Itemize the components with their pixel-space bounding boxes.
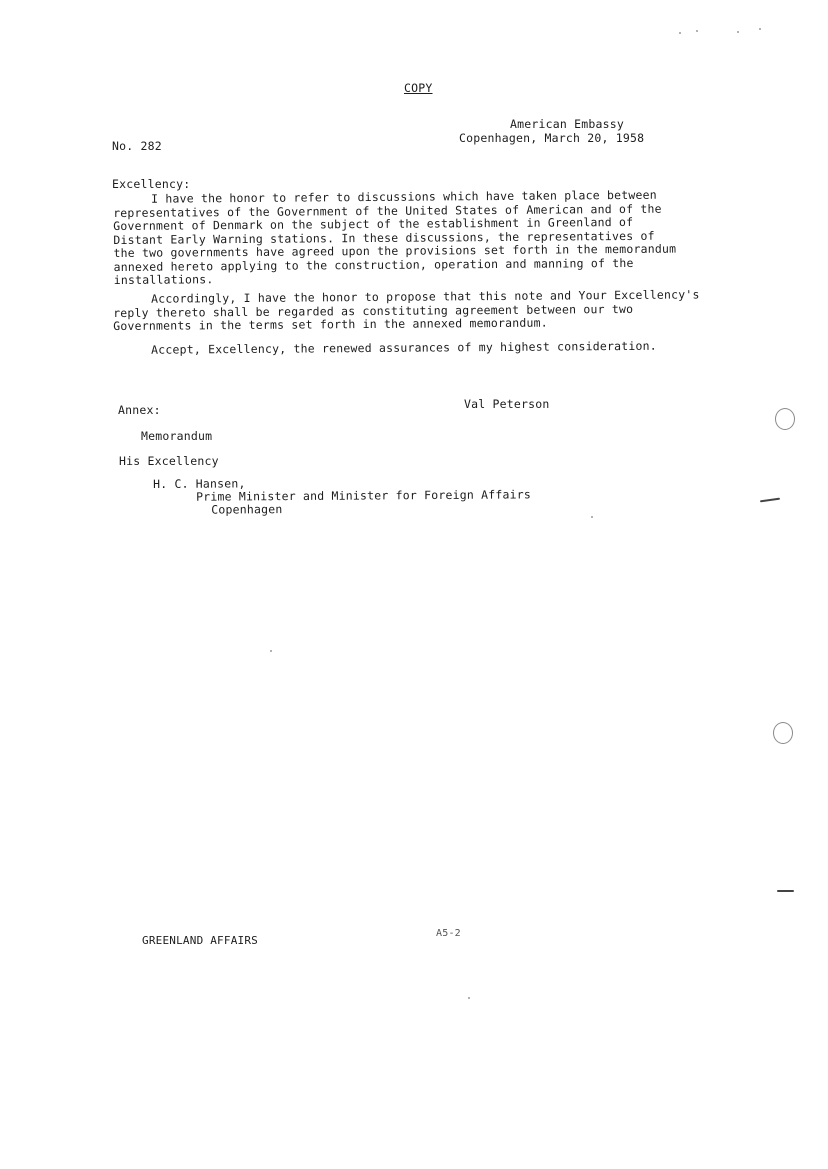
embassy-name: American Embassy xyxy=(510,117,624,131)
annex-label: Annex: xyxy=(118,403,161,417)
paragraph-3 xyxy=(113,339,723,357)
paragraph-line: Governments in the terms set forth in the annexed memorandum. xyxy=(113,315,548,333)
paragraph-line: Accept, Excellency, the renewed assurances of my highest consideration. xyxy=(150,338,657,357)
addressee-name: H. C. Hansen, xyxy=(152,476,246,491)
paragraph-line: annexed hereto applying to the construction, operation and manning of the xyxy=(113,255,634,274)
scan-speck xyxy=(270,650,272,652)
place-and-date: Copenhagen, March 20, 1958 xyxy=(459,131,645,145)
paragraph-1 xyxy=(113,188,724,287)
punch-hole xyxy=(775,408,795,430)
paragraph-line: representatives of the Government of the United States of American and of the xyxy=(113,201,662,220)
scan-speck xyxy=(591,516,593,518)
paragraph-line: reply thereto shall be regarded as constituting agreement between our two xyxy=(113,301,634,320)
scan-speck xyxy=(737,31,739,33)
paragraph-line: Government of Denmark on the subject of the establishment in Greenland of xyxy=(113,214,634,233)
paragraph-line: the two governments have agreed upon the provisions set forth in the memorandum xyxy=(113,241,677,260)
punch-hole xyxy=(773,722,793,744)
footer-label: GREENLAND AFFAIRS xyxy=(142,934,258,947)
paragraph-line: installations. xyxy=(113,272,214,287)
paragraph-2 xyxy=(113,288,723,333)
page-code: A5-2 xyxy=(436,928,461,939)
scan-mark xyxy=(777,890,794,892)
note-number: No. 282 xyxy=(112,139,162,153)
addressee-title: His Excellency xyxy=(119,454,219,468)
signature: Val Peterson xyxy=(464,397,550,411)
paragraph-line: I have the honor to refer to discussions which have taken place between xyxy=(150,187,657,206)
scan-speck xyxy=(759,28,761,30)
addressee-position: Prime Minister and Minister for Foreign Affairs xyxy=(196,487,531,504)
scan-mark xyxy=(760,498,780,503)
scan-speck xyxy=(696,30,698,32)
paragraph-line: Accordingly, I have the honor to propose that this note and Your Excellency's xyxy=(150,287,700,306)
scan-speck xyxy=(679,32,681,34)
annex-item: Memorandum xyxy=(141,429,213,443)
copy-heading: COPY xyxy=(404,81,433,95)
addressee-city: Copenhagen xyxy=(211,502,283,517)
scan-speck xyxy=(468,997,470,999)
paragraph-line: Distant Early Warning stations. In these discussions, the representatives of xyxy=(113,228,655,247)
salutation: Excellency: xyxy=(112,177,191,191)
addressee-block xyxy=(153,475,531,517)
